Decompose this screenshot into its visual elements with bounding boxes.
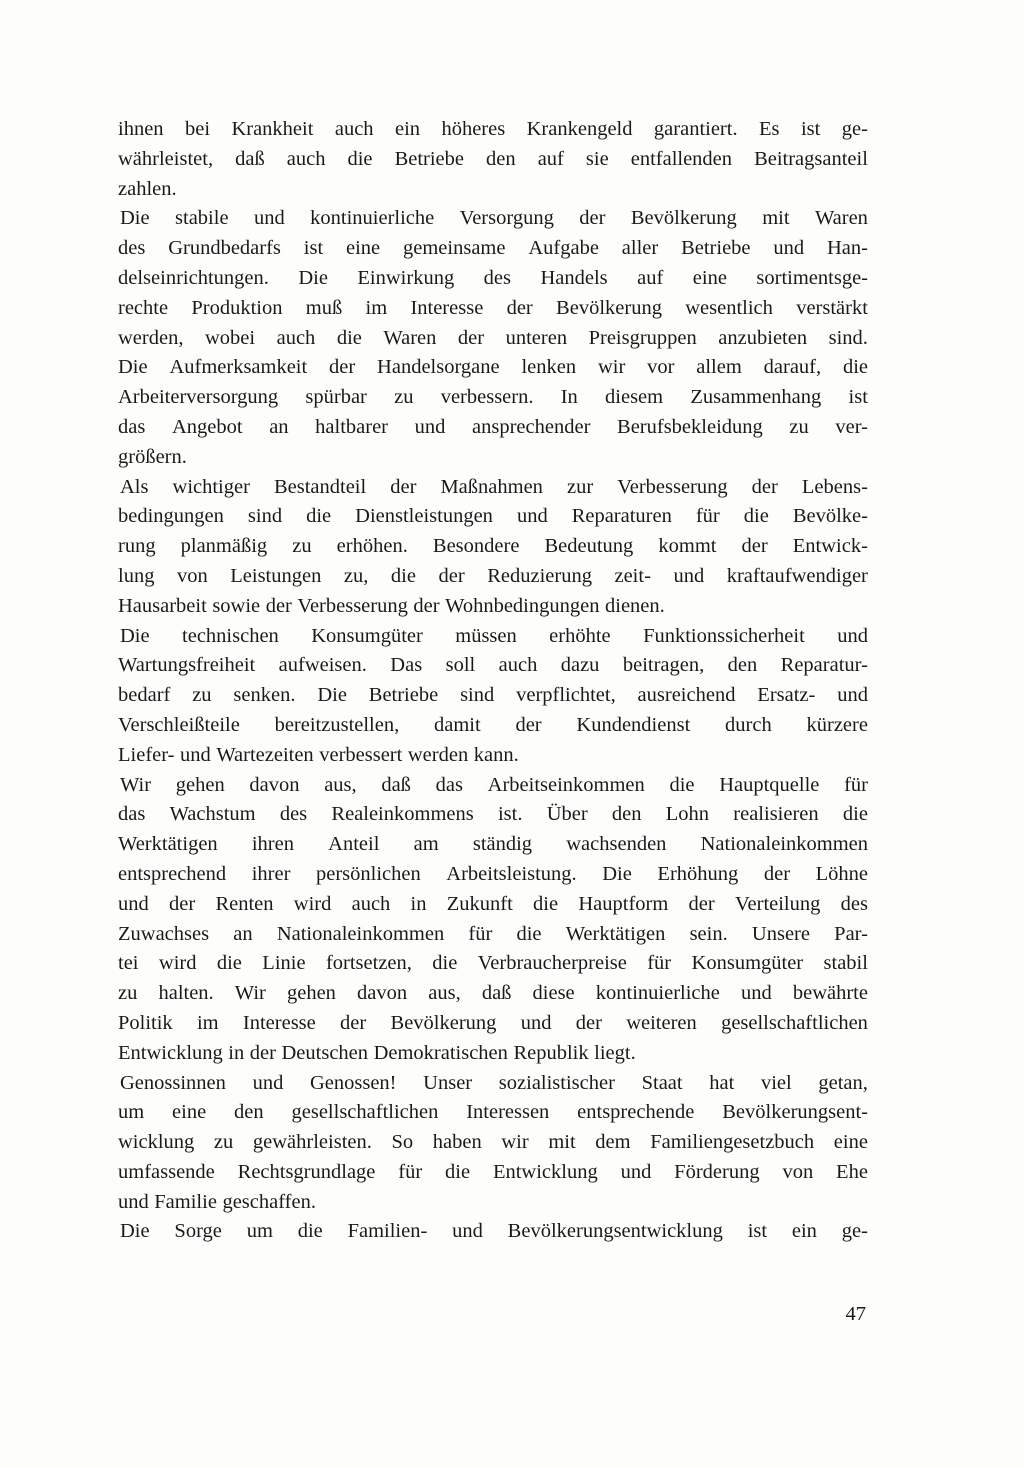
text-line: lung von Leistungen zu, die der Reduzierung zeit- und kraftaufwendiger [118, 564, 868, 587]
text-line: werden, wobei auch die Waren der unteren Preisgruppen anzubieten sind. [118, 326, 868, 349]
text-line: Wartungsfreiheit aufweisen. Das soll auch dazu beitragen, den Reparatur- [118, 654, 868, 677]
text-line: währleistet, daß auch die Betriebe den auf sie entfallenden Beitragsanteil [118, 147, 868, 170]
text-line: Arbeiterversorgung spürbar zu verbessern. In diesem Zusammenhang ist [118, 386, 868, 409]
text-line: entsprechend ihrer persönlichen Arbeitsleistung. Die Erhöhung der Löhne [118, 862, 868, 885]
text-line: ihnen bei Krankheit auch ein höheres Krankengeld garantiert. Es ist ge- [118, 118, 868, 140]
text-line: Die Aufmerksamkeit der Handelsorgane lenken wir vor allem darauf, die [118, 356, 868, 379]
text-line: rechte Produktion muß im Interesse der Bevölkerung wesentlich verstärkt [118, 296, 868, 319]
text-line: das Angebot an haltbarer und ansprechender Berufsbekleidung zu ver- [118, 415, 868, 438]
text-line: tei wird die Linie fortsetzen, die Verbraucherpreise für Konsumgüter stabil [118, 952, 868, 975]
text-line: zahlen. [118, 177, 177, 200]
text-line: Liefer- und Wartezeiten verbessert werden kann. [118, 743, 519, 766]
text-line: bedarf zu senken. Die Betriebe sind verpflichtet, ausreichend Ersatz- und [118, 684, 868, 707]
text-line: Zuwachses an Nationaleinkommen für die Werktätigen sein. Unsere Par- [118, 922, 868, 945]
text-line: Genossinnen und Genossen! Unser sozialistischer Staat hat viel getan, [120, 1071, 868, 1094]
text-line: bedingungen sind die Dienstleistungen und Reparaturen für die Bevölke- [118, 505, 868, 528]
text-line: Politik im Interesse der Bevölkerung und der weiteren gesellschaftlichen [118, 1011, 868, 1034]
text-line: delseinrichtungen. Die Einwirkung des Handels auf eine sortimentsge- [118, 266, 868, 289]
text-line: des Grundbedarfs ist eine gemeinsame Aufgabe aller Betriebe und Han- [118, 237, 868, 260]
text-line: Die stabile und kontinuierliche Versorgung der Bevölkerung mit Waren [120, 207, 868, 230]
text-line: und der Renten wird auch in Zukunft die Hauptform der Verteilung des [118, 892, 868, 915]
text-line: um eine den gesellschaftlichen Interessen entsprechende Bevölkerungsent- [118, 1101, 868, 1124]
text-line: Die Sorge um die Familien- und Bevölkerungsentwicklung ist ein ge- [120, 1220, 868, 1243]
text-line: rung planmäßig zu erhöhen. Besondere Bedeutung kommt der Entwick- [118, 535, 868, 558]
page-number: 47 [845, 1303, 866, 1325]
text-line: Als wichtiger Bestandteil der Maßnahmen zur Verbesserung der Lebens- [120, 475, 868, 498]
text-line: und Familie geschaffen. [118, 1190, 316, 1213]
text-line: umfassende Rechtsgrundlage für die Entwicklung und Förderung von Ehe [118, 1160, 868, 1183]
text-line: größern. [118, 445, 187, 468]
text-line: Verschleißteile bereitzustellen, damit der Kundendienst durch kürzere [118, 713, 868, 736]
text-line: Werktätigen ihren Anteil am ständig wachsenden Nationaleinkommen [118, 833, 868, 856]
text-line: Hausarbeit sowie der Verbesserung der Wohnbedingungen dienen. [118, 594, 665, 617]
text-line: Entwicklung in der Deutschen Demokratischen Republik liegt. [118, 1041, 636, 1064]
text-line: wicklung zu gewährleisten. So haben wir mit dem Familiengesetzbuch eine [118, 1131, 868, 1154]
text-line: das Wachstum des Realeinkommens ist. Über den Lohn realisieren die [118, 803, 868, 826]
text-line: zu halten. Wir gehen davon aus, daß diese kontinuierliche und bewährte [118, 982, 868, 1005]
body-text [118, 115, 868, 1247]
text-line: Wir gehen davon aus, daß das Arbeitseinkommen die Hauptquelle für [120, 773, 868, 796]
text-line: Die technischen Konsumgüter müssen erhöhte Funktionssicherheit und [120, 624, 868, 647]
